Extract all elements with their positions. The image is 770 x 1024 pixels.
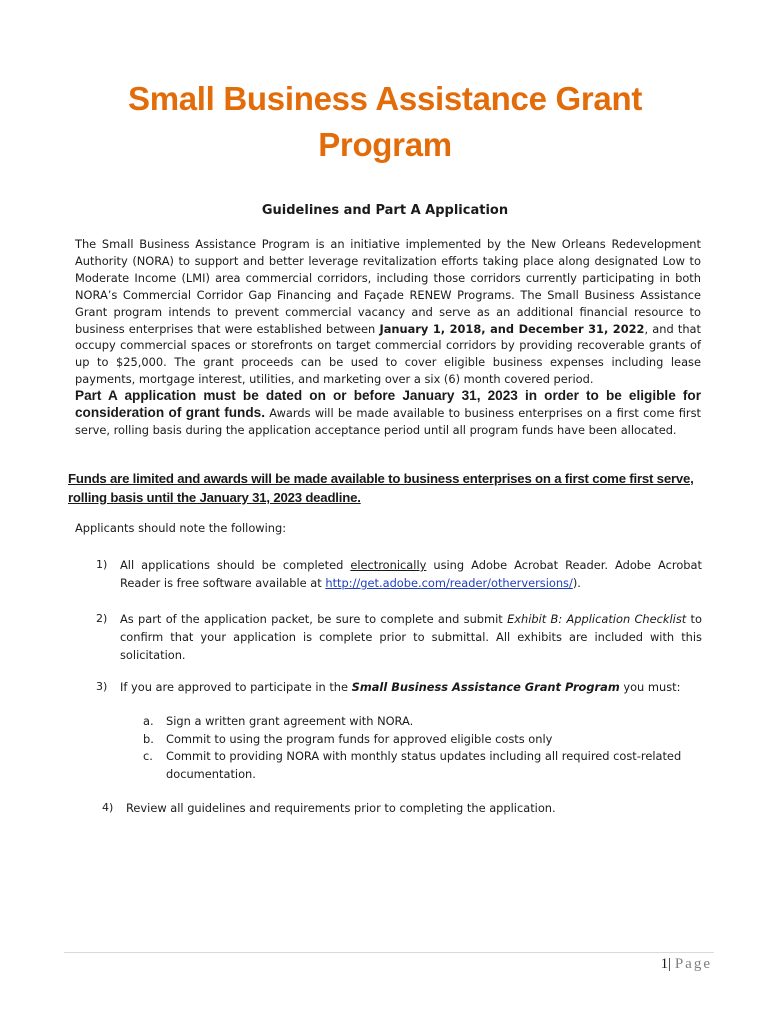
applicants-note: Applicants should note the following:	[75, 521, 287, 535]
intro-date-range: January 1, 2018, and December 31, 2022	[379, 321, 645, 336]
sub-list-item	[143, 712, 708, 730]
item-4-text: Review all guidelines and requirements prior to completing the application.	[126, 801, 556, 815]
list-item-number: 4)	[102, 801, 114, 814]
sub-list-item	[143, 747, 708, 783]
item-2-text-post: to confirm that your application is complete prior to submittal. All exhibits are included with this solicitation.	[120, 612, 702, 662]
item-1-text: All applications should be completed	[120, 558, 351, 572]
intro-text-2: , and that occupy commercial spaces or storefronts on target commercial corridors by providing recoverable grants of up to $25,000. The grant proceeds can be used to cover eligible business expenses including lease payments, mortgage interest, utilities, and marketing over a six (6) month covered period.	[75, 321, 701, 387]
title-line-2: Program	[318, 126, 452, 163]
title-line-1: Small Business Assistance Grant	[127, 80, 643, 117]
page-footer	[661, 956, 712, 973]
list-item	[96, 678, 702, 696]
program-name: Small Business Assistance Grant Program	[351, 680, 620, 694]
document-subtitle: Guidelines and Part A Application	[261, 203, 509, 218]
funds-notice: Funds are limited and awards will be made available to business enterprises on a first come first serve, rolling basis until the January 31, 2023 deadline.	[68, 471, 694, 505]
document-title	[60, 76, 710, 168]
list-item	[96, 610, 702, 664]
intro-text-1: The Small Business Assistance Program is an initiative implemented by the New Orleans Redevelopment Authority (NORA) to support and better leverage revitalization efforts taking place along designated Low to Moderate Income (LMI) area commercial corridors, including those corridors currently participating in both NORA’s Commercial Corridor Gap Financing and Façade RENEW Programs. The Small Business Assistance Grant program intends to prevent commercial vacancy and serve as an additional financial resource to business enterprises that were established between	[75, 237, 701, 336]
sub-item-letter: a.	[143, 714, 154, 728]
list-item-number: 1)	[96, 558, 108, 571]
list-item	[102, 799, 708, 817]
sub-item-text: Commit to using the program funds for approved eligible costs only	[166, 732, 553, 746]
sub-item-letter: c.	[143, 749, 153, 763]
item-1-text-mid: using Adobe Acrobat Reader. Adobe Acrobat Reader is free software available at	[120, 558, 702, 590]
page-label: Page	[674, 956, 712, 972]
list-item-number: 3)	[96, 680, 108, 693]
adobe-reader-link[interactable]: http://get.adobe.com/reader/otherversions/	[325, 576, 573, 590]
intro-text-3: Awards will be made available to business enterprises on a first come first serve, rolling basis during the application acceptance period until all program funds have been allocated.	[75, 406, 701, 437]
item-1-text-post: ).	[572, 576, 581, 590]
item-1-underlined: electronically	[350, 558, 427, 572]
page-separator: |	[668, 956, 672, 972]
intro-paragraph	[75, 236, 701, 439]
sub-item-letter: b.	[143, 732, 154, 746]
exhibit-b-reference: Exhibit B: Application Checklist	[507, 612, 687, 626]
part-a-deadline: Part A application must be dated on or before January 31, 2023 in order to be eligible for consideration of grant funds.	[75, 388, 701, 421]
sub-item-text: Commit to providing NORA with monthly status updates including all required cost-related documentation.	[166, 749, 682, 781]
item-3-text-post: you must:	[619, 680, 681, 694]
item-3-text: If you are approved to participate in the	[120, 680, 352, 694]
page-number: 1	[660, 956, 669, 972]
footer-divider	[64, 952, 714, 953]
item-2-text: As part of the application packet, be sure to complete and submit	[120, 612, 508, 626]
list-item-number: 2)	[96, 612, 108, 625]
sub-item-text: Sign a written grant agreement with NORA.	[166, 714, 414, 728]
sub-list-item	[143, 730, 708, 748]
list-item	[96, 556, 702, 592]
